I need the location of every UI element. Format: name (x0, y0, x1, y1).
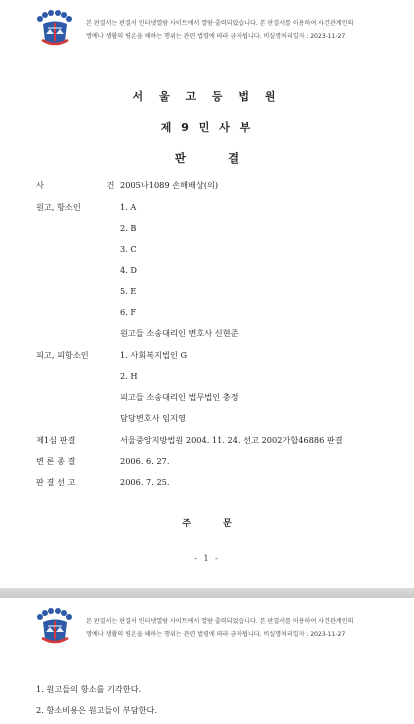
page-header (34, 608, 406, 642)
usage-notice-line-1: 본 판결서는 판결서 인터넷열람 사이트에서 열람·출력되었습니다. 본 판결서를 이용하여 사건관계인의 (86, 20, 354, 27)
defendant-attorney: 담당변호사 임지영 (120, 413, 186, 423)
order-item: 1. 원고들의 항소를 기각한다. (36, 684, 142, 694)
plaintiff-item: 1. A (120, 202, 137, 212)
plaintiff-item: 3. C (120, 244, 137, 254)
page-separator (0, 588, 414, 598)
plaintiff-item: 5. E (120, 286, 137, 296)
closing-date: 2006. 6. 27. (120, 456, 170, 466)
first-instance-label: 제1심 판결 (36, 435, 76, 445)
pronouncement-label: 판 결 선 고 (36, 477, 76, 487)
pronouncement-date: 2006. 7. 25. (120, 477, 170, 487)
plaintiff-item: 6. F (120, 307, 137, 317)
case-number: 2005나1089 손해배상(의) (120, 180, 219, 190)
document-type: 판결 (174, 151, 282, 165)
court-name: 서 울 고 등 법 원 (132, 90, 282, 103)
plaintiff-item: 2. B (120, 223, 137, 233)
first-instance-judgment: 서울중앙지방법원 2004. 11. 24. 선고 2002가합46886 판결 (120, 435, 343, 445)
plaintiff-label: 원고, 항소인 (36, 202, 81, 212)
usage-notice-line-2: 명예나 생활의 평온을 해하는 행위는 관련 법령에 따라 금지됩니다. 비실명처리일자 : 2023-11-27 (86, 631, 346, 638)
page-header (34, 10, 406, 44)
page-number: - 1 - (194, 554, 220, 563)
order-item: 2. 항소비용은 원고들이 부담한다. (36, 705, 158, 715)
usage-notice (86, 17, 406, 43)
closing-label: 변 론 종 결 (36, 456, 76, 466)
court-emblem-icon (34, 10, 78, 46)
defendant-item: 1. 사회복지법인 G (120, 350, 188, 360)
case-label: 사 건 (36, 180, 145, 190)
defendant-label: 피고, 피항소인 (36, 350, 89, 360)
defendant-counsel: 피고들 소송대리인 법무법인 충정 (120, 392, 239, 402)
defendant-item: 2. H (120, 371, 138, 381)
plaintiff-counsel: 원고들 소송대리인 변호사 신현준 (120, 328, 239, 338)
division-name: 제 9 민 사 부 (160, 121, 254, 134)
court-emblem-icon (34, 608, 78, 644)
plaintiff-item: 4. D (120, 265, 137, 275)
usage-notice-line-1: 본 판결서는 판결서 인터넷열람 사이트에서 열람·출력되었습니다. 본 판결서를 이용하여 사건관계인의 (86, 618, 354, 625)
usage-notice (86, 615, 406, 641)
order-title: 주문 (182, 519, 264, 529)
document-page-2 (0, 598, 414, 724)
usage-notice-line-2: 명예나 생활의 평온을 해하는 행위는 관련 법령에 따라 금지됩니다. 비실명처리일자 : 2023-11-27 (86, 33, 346, 40)
